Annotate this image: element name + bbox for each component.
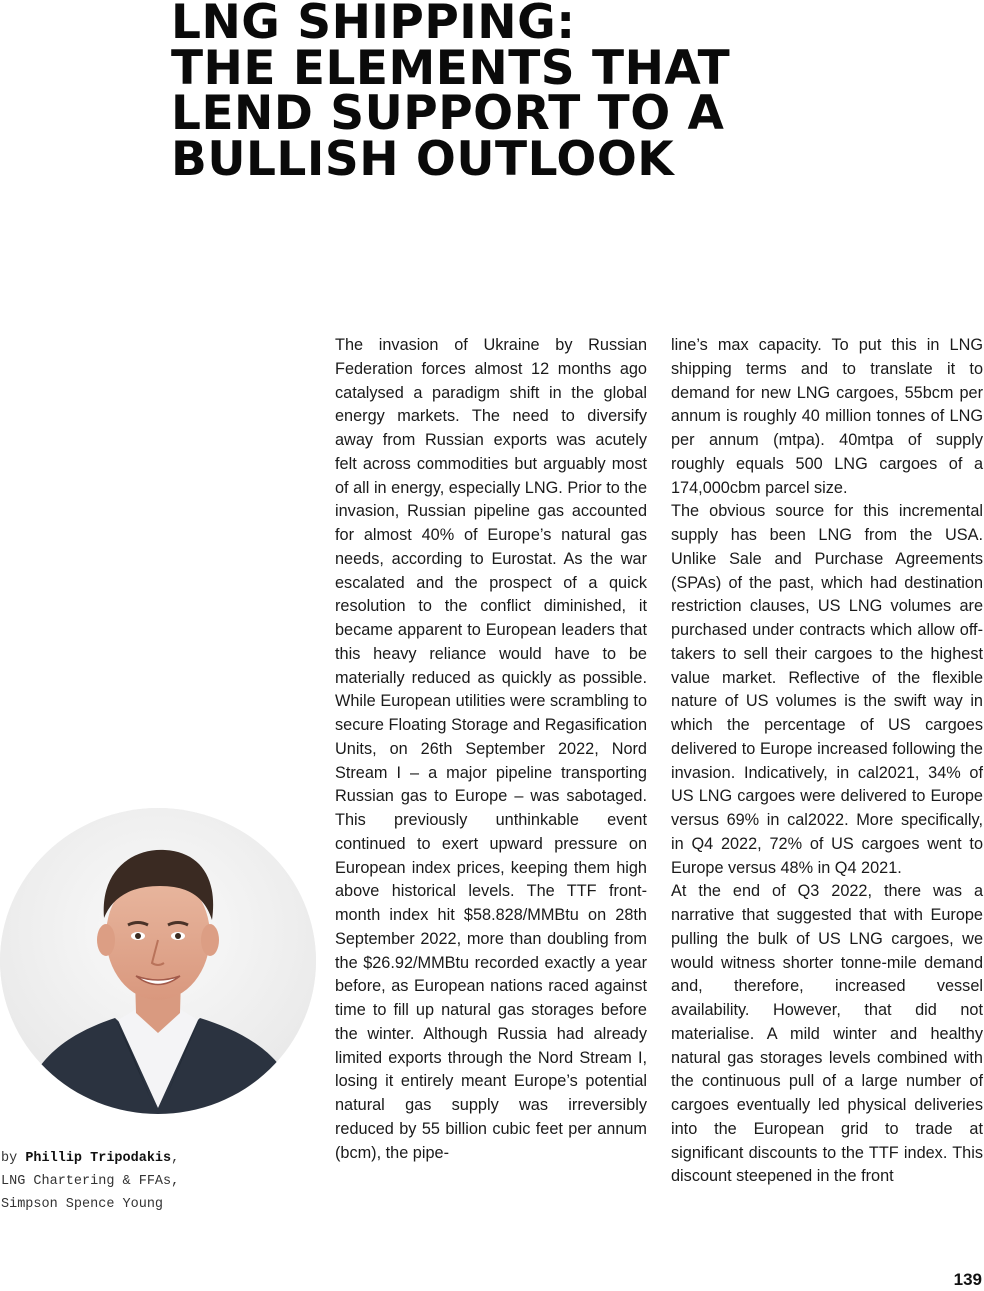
title-line: THE ELEMENTS THAT — [171, 40, 731, 96]
paragraph: line’s max capacity. To put this in LNG shipping terms and to translate it to demand for new LNG cargoes, 55bcm per annum is roughly 40 million tonnes of LNG per annum (mtpa). 40mtpa of supply roughly equals 500 LNG cargoes of a 174,000cbm parcel size. — [671, 336, 983, 497]
title-line: LEND SUPPORT TO A — [171, 86, 725, 141]
paragraph: The obvious source for this incremental supply has been LNG from the USA. Unlike Sale and Purchase Agreements (SPAs) of the past, which had destination restriction clauses, US LNG volumes are purchased under contracts which allow off-takers to sell their cargoes to the highest value market. Reflective of the flexible nature of US volumes is the swift way in which the percentage of US cargoes delivered to Europe increased following the invasion. Indicatively, in cal2021, 34% of US LNG cargoes were delivered to Europe versus 69% in cal2022. More specifically, in Q4 2022, 72% of US cargoes went to Europe versus 48% in Q4 2021. — [671, 502, 983, 877]
author-name: Phillip Tripodakis — [25, 1151, 172, 1166]
author-portrait — [0, 808, 316, 1114]
author-photo — [0, 808, 316, 1114]
byline-comma: , — [171, 1151, 180, 1166]
author-byline — [1, 1147, 179, 1216]
paragraph: The invasion of Ukraine by Russian Federation forces almost 12 months ago catalysed a paradigm shift in the global energy markets. The need to diversify away from Russian exports was acutely felt across commodities but arguably most of all in energy, especially LNG. Prior to the invasion, Russian pipeline gas accounted for almost 40% of Europe’s natural gas needs, according to Eurostat. As the war escalated and the prospect of a quick resolution to the conflict diminished, it became apparent to European leaders that this heavy reliance would have to be materially reduced as quickly as possible. While European utilities were scrambling to secure Floating Storage and Regasification Units, on 26th September 2022, Nord Stream I – a major pipeline transporting Russian gas to Europe – was sabotaged. This previously unthinkable event continued to exert upward pressure on European index prices, keeping them high above historical levels. The TTF front-month index hit $58.828/MMBtu on 28th September 2022, more than doubling from the $26.92/MMBtu recorded exactly a year before, as European nations raced against time to fill up natural gas storages before the winter. Although Russia had already limited exports through the Nord Stream I, losing it entirely meant Europe’s potential natural gas supply was irreversibly reduced by 55 billion cubic feet per annum (bcm), the pipe- — [335, 336, 647, 1162]
page-number: 139 — [953, 1270, 982, 1289]
author-company: Simpson Spence Young — [1, 1197, 164, 1212]
article-column-2 — [671, 334, 983, 1189]
author-role: LNG Chartering & FFAs, — [1, 1174, 180, 1189]
article-title — [171, 0, 971, 187]
byline-prefix: by — [1, 1151, 26, 1166]
title-line: LNG SHIPPING: — [171, 0, 576, 50]
title-line: BULLISH OUTLOOK — [171, 131, 675, 187]
paragraph: At the end of Q3 2022, there was a narrative that suggested that with Europe pulling the bulk of US LNG cargoes, we would witness shorter tonne-mile demand and, therefore, increased vessel availability. However, that did not materialise. A mild winter and healthy natural gas storages levels combined with the continuous pull of a large number of cargoes eventually led physical deliveries into the European grid to trade at significant discounts to the TTF index. This discount steepened in the front — [671, 882, 983, 1186]
byline-author-line — [1, 1147, 179, 1170]
article-column-1 — [335, 334, 647, 1165]
